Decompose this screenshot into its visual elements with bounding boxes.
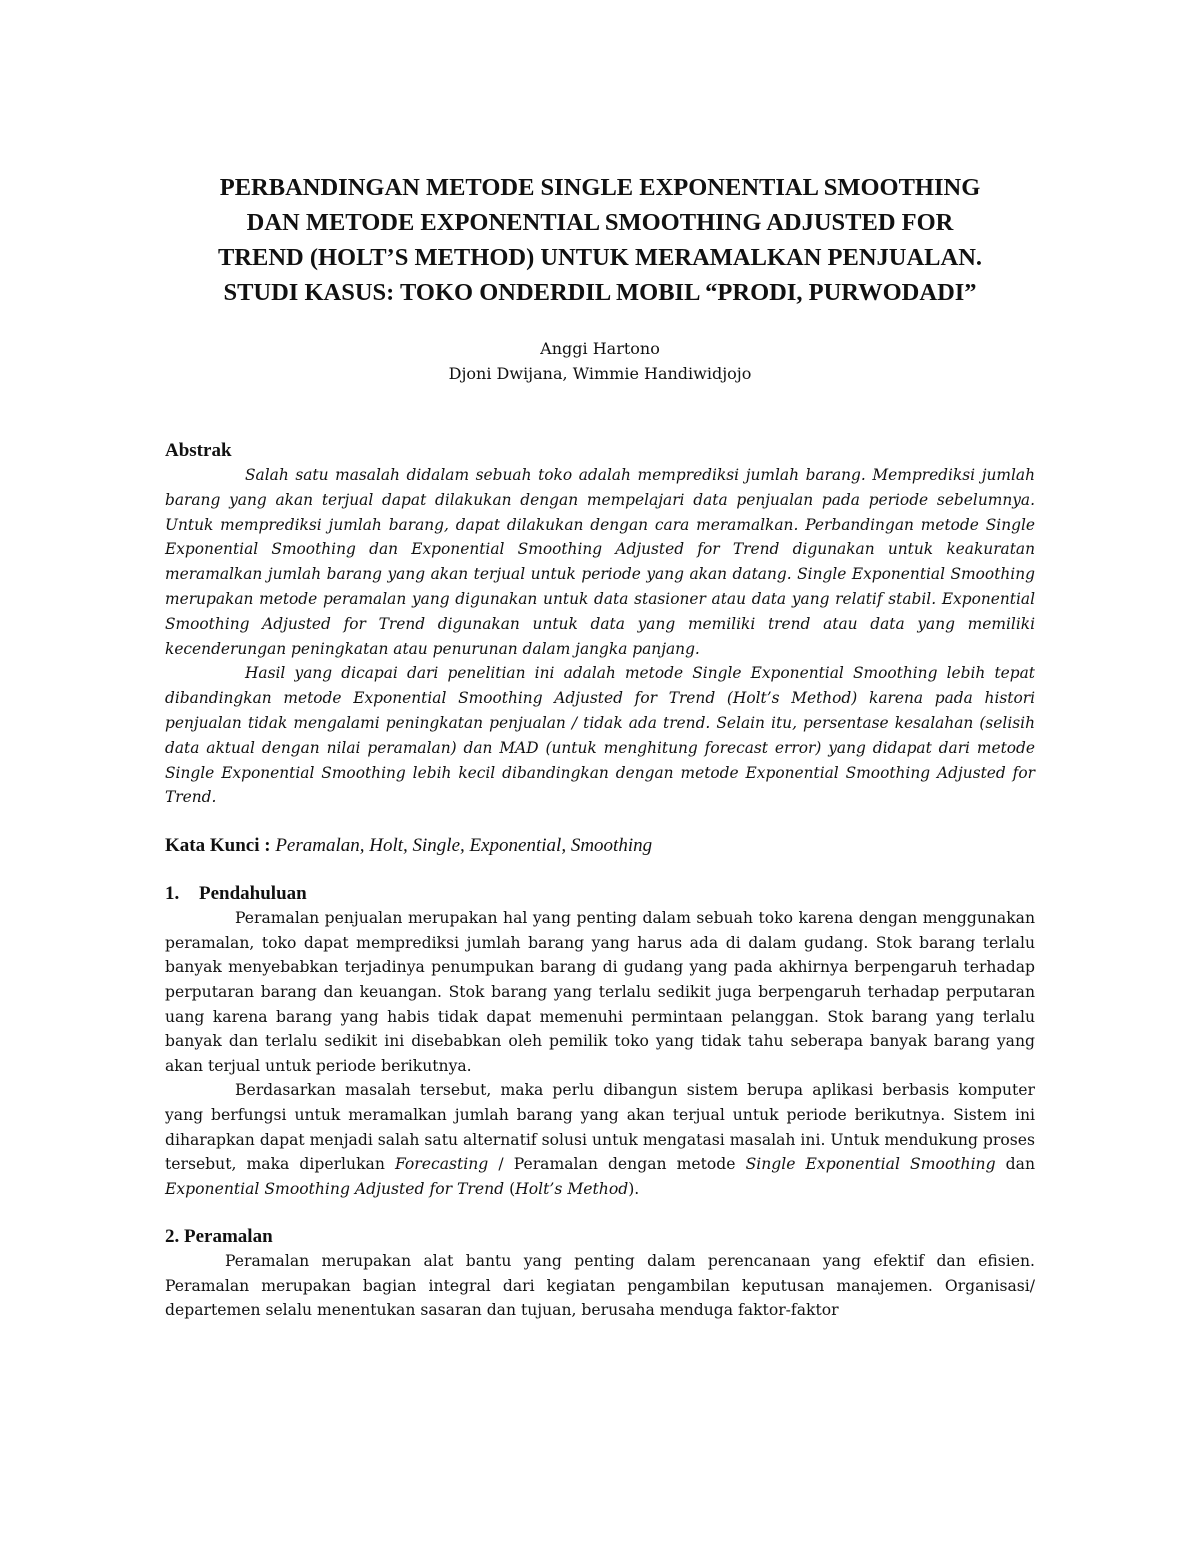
italic-term: Holt’s Method bbox=[515, 1179, 629, 1198]
italic-term: Forecasting bbox=[394, 1155, 489, 1174]
author-primary: Anggi Hartono bbox=[540, 339, 660, 358]
text-run: dan bbox=[995, 1155, 1035, 1174]
text-run: Berdasarkan masalah tersebut, maka perlu dibangun sistem berupa aplikasi berbasis komputer yang berfungsi untuk meramalkan jumlah barang yang akan terjual untuk periode berikutnya. Sistem ini diharapkan dapat menjadi salah satu alternatif solusi untuk mengatasi masalah ini. Untuk mendukung proses tersebut, maka diperlukan bbox=[165, 1081, 1035, 1174]
paper-title bbox=[165, 170, 1035, 310]
text-run: ). bbox=[628, 1179, 640, 1198]
body-paragraph: Peramalan merupakan alat bantu yang penting dalam perencanaan yang efektif dan efisien. Peramalan merupakan bagian integral dari kegiatan pengambilan keputusan manajemen. Organisasi/ departemen selalu menentukan sasaran dan tujuan, berusaha menduga faktor-faktor bbox=[165, 1252, 1035, 1320]
italic-term: Single Exponential Smoothing bbox=[745, 1155, 996, 1174]
title-line: STUDI KASUS: TOKO ONDERDIL MOBIL “PRODI, PURWODADI” bbox=[223, 279, 977, 306]
title-line: DAN METODE EXPONENTIAL SMOOTHING ADJUSTED FOR bbox=[246, 209, 954, 236]
title-line: TREND (HOLT’S METHOD) UNTUK MERAMALKAN PENJUALAN. bbox=[217, 244, 983, 271]
section-heading-pendahuluan bbox=[165, 882, 1035, 906]
section-number: 1. bbox=[165, 883, 180, 905]
paper-page bbox=[165, 170, 1035, 1323]
text-run: / Peramalan dengan metode bbox=[488, 1155, 746, 1174]
abstract-heading: Abstrak bbox=[165, 440, 232, 461]
author-secondary: Djoni Dwijana, Wimmie Handiwidjojo bbox=[448, 364, 752, 383]
italic-term: Exponential Smoothing Adjusted for Trend bbox=[165, 1179, 505, 1198]
section-heading-peramalan: 2. Peramalan bbox=[165, 1226, 273, 1248]
keywords-line bbox=[165, 834, 1035, 858]
title-line: PERBANDINGAN METODE SINGLE EXPONENTIAL SMOOTHING bbox=[219, 174, 981, 201]
abstract-paragraph: Salah satu masalah didalam sebuah toko adalah memprediksi jumlah barang. Memprediksi jumlah barang yang akan terjual dapat dilakukan dengan mempelajari data penjualan pada periode sebelumnya. Untuk memprediksi jumlah barang, dapat dilakukan dengan cara meramalkan. Perbandingan metode Single Exponential Smoothing dan Exponential Smoothing Adjusted for Trend digunakan untuk keakuratan meramalkan jumlah barang yang akan terjual untuk periode yang akan datang. Single Exponential Smoothing merupakan metode peramalan yang digunakan untuk data stasioner atau data yang relatif stabil. Exponential Smoothing Adjusted for Trend digunakan untuk data yang memiliki trend atau data yang memiliki kecenderungan peningkatan atau penurunan dalam jangka panjang. bbox=[165, 466, 1035, 658]
abstract-paragraph: Hasil yang dicapai dari penelitian ini adalah metode Single Exponential Smoothing lebih tepat dibandingkan metode Exponential Smoothing Adjusted for Trend (Holt’s Method) karena pada histori penjualan tidak mengalami peningkatan penjualan / tidak ada trend. Selain itu, persentase kesalahan (selisih data aktual dengan nilai peramalan) dan MAD (untuk menghitung forecast error) yang didapat dari metode Single Exponential Smoothing lebih kecil dibandingkan dengan metode Exponential Smoothing Adjusted for Trend. bbox=[165, 664, 1035, 807]
body-paragraph bbox=[165, 1078, 1035, 1201]
author-block bbox=[165, 336, 1035, 386]
body-paragraph: Peramalan penjualan merupakan hal yang penting dalam sebuah toko karena dengan menggunakan peramalan, toko dapat memprediksi jumlah barang yang harus ada di dalam gudang. Stok barang terlalu banyak menyebabkan terjadinya penumpukan barang di gudang yang pada akhirnya berpengaruh terhadap perputaran barang dan keuangan. Stok barang yang terlalu sedikit juga berpengaruh terhadap perputaran uang karena barang yang habis tidak dapat memenuhi permintaan pelanggan. Stok barang yang terlalu banyak dan terlalu sedikit ini disebabkan oleh pemilik toko yang tidak tahu seberapa banyak barang yang akan terjual untuk periode berikutnya. bbox=[165, 909, 1035, 1075]
keywords-values: Peramalan, Holt, Single, Exponential, Smoothing bbox=[275, 835, 653, 857]
keywords-label: Kata Kunci : bbox=[165, 835, 271, 857]
section-title: Pendahuluan bbox=[199, 883, 307, 905]
text-run: ( bbox=[504, 1179, 516, 1198]
